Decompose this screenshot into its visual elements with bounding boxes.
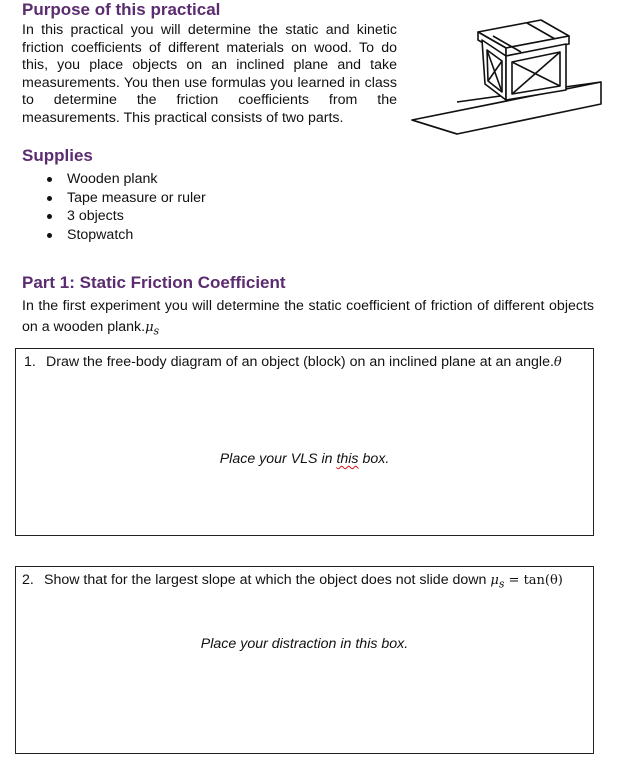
list-item: Tape measure or ruler [45, 189, 206, 208]
bullet [47, 196, 52, 201]
bullet [47, 233, 52, 238]
list-item: Wooden plank [45, 170, 206, 189]
part1-paragraph: In the first experiment you will determine the static coefficient of friction of different objects on a wooden $plank.\mu_s$ [22, 298, 594, 338]
bullet [47, 214, 52, 219]
list-item: Stopwatch [45, 226, 206, 245]
inclined-plane-crate-illustration [409, 12, 609, 138]
purpose-heading: Purpose of this practical [22, 0, 221, 19]
supplies-heading: Supplies [22, 146, 93, 165]
question-2: 2. Show that for the largest slope at which the object does not slide down $\mu_s = \tan(\theta)$ [22, 572, 563, 591]
answer-placeholder-2: Place your distraction in this box. [200, 636, 409, 652]
answer-box-1[interactable] [15, 348, 594, 536]
answer-placeholder-1: Place your VLS in this box. [219, 451, 390, 467]
list-item: 3 objects [45, 207, 206, 226]
supplies-list [45, 170, 206, 244]
bullet [47, 177, 52, 182]
purpose-paragraph: In this practical you will determine the static and kinetic friction coefficients of different materials on wood. To do this, you place objects on an inclined plane and take measurements. You then use formulas you learned in class to determine the friction coefficients from the measurements. This practical consists of two parts. [22, 22, 397, 126]
spellcheck-flag: this [336, 451, 359, 467]
theta-symbol: θ [553, 355, 562, 370]
part1-heading: Part 1: Static Friction Coefficient [22, 273, 286, 292]
formula: $\mu_s = \tan(\theta)$ [490, 573, 563, 591]
mu-s-symbol: $\mu_s$ [145, 320, 160, 338]
question-1: 1. Draw the free-body diagram of an object (block) on an inclined plane at an angle.θ [24, 354, 562, 370]
answer-box-2[interactable] [15, 566, 594, 754]
